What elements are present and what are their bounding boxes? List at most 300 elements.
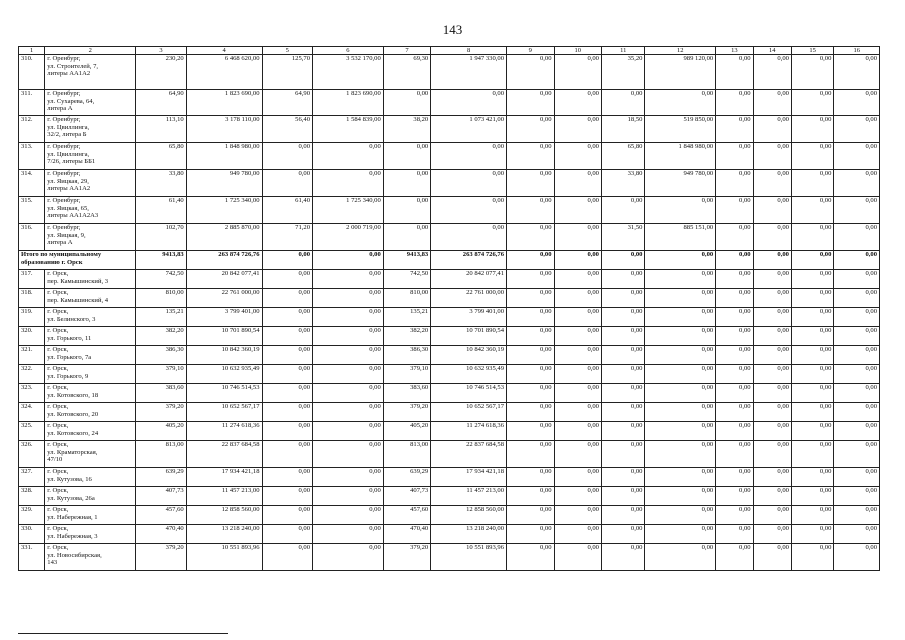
value-cell: 0,00 (554, 441, 601, 468)
value-cell: 65,80 (601, 143, 644, 170)
address-cell: г. Орск, ул. Краматорская, 47/10 (45, 441, 136, 468)
value-cell: 0,00 (554, 327, 601, 346)
value-cell: 0,00 (262, 544, 313, 571)
value-cell: 383,60 (383, 384, 430, 403)
value-cell: 0,00 (554, 55, 601, 90)
value-cell: 0,00 (791, 544, 833, 571)
value-cell: 17 934 421,18 (431, 468, 507, 487)
address-cell: г. Орск, ул. Котовского, 18 (45, 384, 136, 403)
total-value-cell: 9413,83 (383, 251, 430, 270)
value-cell: 0,00 (383, 170, 430, 197)
value-cell: 885 151,00 (645, 224, 716, 251)
value-cell: 1 725 340,00 (186, 197, 262, 224)
row-number: 329. (19, 506, 45, 525)
table-row (19, 224, 880, 251)
value-cell: 0,00 (834, 90, 880, 116)
value-cell: 20 842 077,41 (431, 270, 507, 289)
row-number: 319. (19, 308, 45, 327)
row-number: 317. (19, 270, 45, 289)
total-label: Итого по муниципальному образованию г. Орск (19, 251, 136, 270)
row-number: 310. (19, 55, 45, 90)
value-cell: 0,00 (601, 384, 644, 403)
total-value-cell: 0,00 (834, 251, 880, 270)
row-number: 320. (19, 327, 45, 346)
value-cell: 0,00 (753, 403, 791, 422)
value-cell: 386,30 (383, 346, 430, 365)
row-number: 314. (19, 170, 45, 197)
value-cell: 949 780,00 (645, 170, 716, 197)
value-cell: 35,20 (601, 55, 644, 90)
value-cell: 56,40 (262, 116, 313, 143)
value-cell: 0,00 (753, 346, 791, 365)
value-cell: 0,00 (554, 170, 601, 197)
value-cell: 11 274 618,36 (186, 422, 262, 441)
value-cell: 22 837 684,58 (186, 441, 262, 468)
value-cell: 3 532 170,00 (313, 55, 384, 90)
value-cell: 0,00 (716, 441, 753, 468)
value-cell: 379,10 (383, 365, 430, 384)
table-row (19, 384, 880, 403)
value-cell: 989 120,00 (645, 55, 716, 90)
value-cell: 0,00 (791, 468, 833, 487)
value-cell: 405,20 (136, 422, 187, 441)
value-cell: 113,10 (136, 116, 187, 143)
value-cell: 64,90 (262, 90, 313, 116)
value-cell: 0,00 (753, 506, 791, 525)
value-cell: 0,00 (262, 327, 313, 346)
row-number: 328. (19, 487, 45, 506)
value-cell: 0,00 (753, 422, 791, 441)
row-number: 311. (19, 90, 45, 116)
value-cell: 0,00 (791, 403, 833, 422)
row-number: 313. (19, 143, 45, 170)
value-cell: 0,00 (383, 90, 430, 116)
value-cell: 102,70 (136, 224, 187, 251)
value-cell: 742,50 (383, 270, 430, 289)
value-cell: 33,80 (601, 170, 644, 197)
value-cell: 0,00 (645, 506, 716, 525)
total-value-cell: 0,00 (554, 251, 601, 270)
value-cell: 0,00 (753, 544, 791, 571)
value-cell: 0,00 (834, 384, 880, 403)
total-value-cell: 0,00 (313, 251, 384, 270)
value-cell: 0,00 (554, 197, 601, 224)
value-cell: 1 584 839,00 (313, 116, 384, 143)
total-value-cell: 0,00 (507, 251, 554, 270)
value-cell: 0,00 (507, 116, 554, 143)
value-cell: 0,00 (791, 506, 833, 525)
value-cell: 0,00 (834, 346, 880, 365)
table-row (19, 197, 880, 224)
value-cell: 0,00 (313, 487, 384, 506)
value-cell: 0,00 (753, 170, 791, 197)
value-cell: 0,00 (507, 468, 554, 487)
row-number: 327. (19, 468, 45, 487)
value-cell: 0,00 (716, 403, 753, 422)
value-cell: 0,00 (262, 506, 313, 525)
value-cell: 0,00 (601, 422, 644, 441)
value-cell: 135,21 (136, 308, 187, 327)
value-cell: 0,00 (601, 327, 644, 346)
row-number: 321. (19, 346, 45, 365)
value-cell: 0,00 (753, 365, 791, 384)
value-cell: 0,00 (645, 468, 716, 487)
table-row (19, 525, 880, 544)
value-cell: 0,00 (313, 525, 384, 544)
value-cell: 0,00 (554, 468, 601, 487)
table-row (19, 90, 880, 116)
value-cell: 0,00 (507, 270, 554, 289)
value-cell: 0,00 (262, 346, 313, 365)
table-row (19, 116, 880, 143)
value-cell: 0,00 (716, 327, 753, 346)
value-cell: 0,00 (313, 170, 384, 197)
value-cell: 382,20 (136, 327, 187, 346)
value-cell: 65,80 (136, 143, 187, 170)
value-cell: 0,00 (834, 403, 880, 422)
value-cell: 0,00 (645, 403, 716, 422)
value-cell: 0,00 (716, 270, 753, 289)
value-cell: 0,00 (791, 308, 833, 327)
column-number-row (19, 47, 880, 55)
value-cell: 0,00 (645, 90, 716, 116)
value-cell: 379,20 (136, 403, 187, 422)
column-number: 8 (431, 47, 507, 55)
value-cell: 0,00 (313, 270, 384, 289)
value-cell: 519 850,00 (645, 116, 716, 143)
value-cell: 0,00 (262, 170, 313, 197)
value-cell: 382,20 (383, 327, 430, 346)
value-cell: 10 842 360,19 (186, 346, 262, 365)
value-cell: 0,00 (753, 224, 791, 251)
value-cell: 1 823 690,00 (186, 90, 262, 116)
table-row (19, 327, 880, 346)
page-number: 143 (442, 22, 463, 37)
value-cell: 639,29 (383, 468, 430, 487)
value-cell: 0,00 (645, 544, 716, 571)
column-number: 3 (136, 47, 187, 55)
value-cell: 0,00 (507, 143, 554, 170)
value-cell: 0,00 (507, 525, 554, 544)
column-number: 11 (601, 47, 644, 55)
column-number: 4 (186, 47, 262, 55)
value-cell: 0,00 (716, 289, 753, 308)
value-cell: 0,00 (507, 327, 554, 346)
value-cell: 0,00 (834, 487, 880, 506)
value-cell: 0,00 (645, 197, 716, 224)
value-cell: 10 652 567,17 (431, 403, 507, 422)
address-cell: г. Оренбург, ул. Цвиллинга, 7/26, литеры ББ1 (45, 143, 136, 170)
value-cell: 0,00 (262, 365, 313, 384)
value-cell: 0,00 (313, 308, 384, 327)
value-cell: 383,60 (136, 384, 187, 403)
value-cell: 0,00 (431, 224, 507, 251)
value-cell: 18,50 (601, 116, 644, 143)
table-row (19, 346, 880, 365)
value-cell: 0,00 (791, 270, 833, 289)
value-cell: 0,00 (834, 365, 880, 384)
value-cell: 0,00 (313, 422, 384, 441)
value-cell: 0,00 (834, 170, 880, 197)
value-cell: 0,00 (313, 468, 384, 487)
value-cell: 0,00 (601, 365, 644, 384)
value-cell: 379,20 (136, 544, 187, 571)
value-cell: 0,00 (791, 116, 833, 143)
value-cell: 22 837 684,58 (431, 441, 507, 468)
column-number: 12 (645, 47, 716, 55)
value-cell: 0,00 (791, 224, 833, 251)
value-cell: 0,00 (507, 90, 554, 116)
value-cell: 13 218 240,00 (431, 525, 507, 544)
address-cell: г. Орск, ул. Набережная, 1 (45, 506, 136, 525)
value-cell: 0,00 (507, 170, 554, 197)
value-cell: 71,20 (262, 224, 313, 251)
column-number: 9 (507, 47, 554, 55)
value-cell: 69,30 (383, 55, 430, 90)
value-cell: 0,00 (601, 90, 644, 116)
value-cell: 10 551 893,96 (186, 544, 262, 571)
row-number: 323. (19, 384, 45, 403)
value-cell: 0,00 (753, 55, 791, 90)
value-cell: 0,00 (834, 197, 880, 224)
value-cell: 0,00 (554, 116, 601, 143)
value-cell: 0,00 (431, 170, 507, 197)
value-cell: 0,00 (554, 525, 601, 544)
value-cell: 0,00 (791, 384, 833, 403)
value-cell: 0,00 (262, 525, 313, 544)
value-cell: 0,00 (753, 289, 791, 308)
value-cell: 10 632 935,49 (431, 365, 507, 384)
table-row (19, 143, 880, 170)
value-cell: 1 848 980,00 (186, 143, 262, 170)
value-cell: 0,00 (313, 346, 384, 365)
address-cell: г. Орск, ул. Горького, 9 (45, 365, 136, 384)
value-cell: 0,00 (507, 506, 554, 525)
value-cell: 0,00 (753, 384, 791, 403)
value-cell: 0,00 (313, 365, 384, 384)
value-cell: 407,73 (136, 487, 187, 506)
value-cell: 0,00 (554, 544, 601, 571)
value-cell: 0,00 (554, 289, 601, 308)
value-cell: 949 780,00 (186, 170, 262, 197)
value-cell: 17 934 421,18 (186, 468, 262, 487)
value-cell: 0,00 (262, 403, 313, 422)
value-cell: 0,00 (716, 487, 753, 506)
value-cell: 0,00 (262, 422, 313, 441)
value-cell: 0,00 (791, 525, 833, 544)
table-row (19, 544, 880, 571)
address-cell: г. Орск, ул. Котовского, 20 (45, 403, 136, 422)
value-cell: 0,00 (753, 116, 791, 143)
value-cell: 10 701 890,54 (186, 327, 262, 346)
value-cell: 0,00 (834, 289, 880, 308)
address-cell: г. Орск, ул. Горького, 11 (45, 327, 136, 346)
value-cell: 0,00 (601, 403, 644, 422)
address-cell: г. Оренбург, ул. Яицкая, 29, литеры АА1А2 (45, 170, 136, 197)
value-cell: 0,00 (834, 525, 880, 544)
value-cell: 0,00 (645, 308, 716, 327)
value-cell: 0,00 (313, 544, 384, 571)
value-cell: 0,00 (601, 525, 644, 544)
value-cell: 742,50 (136, 270, 187, 289)
value-cell: 0,00 (601, 197, 644, 224)
value-cell: 0,00 (834, 422, 880, 441)
value-cell: 0,00 (601, 544, 644, 571)
table-row (19, 487, 880, 506)
value-cell: 0,00 (431, 197, 507, 224)
address-cell: г. Орск, ул. Горького, 7а (45, 346, 136, 365)
total-value-cell: 0,00 (716, 251, 753, 270)
address-cell: г. Оренбург, ул. Яицкая, 65, литеры АА1А2А3 (45, 197, 136, 224)
value-cell: 0,00 (554, 384, 601, 403)
total-value-cell: 0,00 (645, 251, 716, 270)
value-cell: 0,00 (262, 270, 313, 289)
value-cell: 0,00 (834, 270, 880, 289)
row-number: 318. (19, 289, 45, 308)
value-cell: 0,00 (262, 143, 313, 170)
value-cell: 0,00 (753, 308, 791, 327)
value-cell: 10 842 360,19 (431, 346, 507, 365)
value-cell: 0,00 (716, 55, 753, 90)
value-cell: 0,00 (834, 224, 880, 251)
value-cell: 0,00 (507, 384, 554, 403)
value-cell: 813,00 (136, 441, 187, 468)
value-cell: 0,00 (554, 422, 601, 441)
value-cell: 0,00 (791, 327, 833, 346)
value-cell: 10 551 893,96 (431, 544, 507, 571)
value-cell: 0,00 (601, 487, 644, 506)
value-cell: 125,70 (262, 55, 313, 90)
address-cell: г. Оренбург, ул. Сухарева, 64, литера А (45, 90, 136, 116)
value-cell: 11 457 213,00 (431, 487, 507, 506)
value-cell: 0,00 (716, 170, 753, 197)
value-cell: 0,00 (507, 544, 554, 571)
value-cell: 0,00 (554, 308, 601, 327)
row-number: 330. (19, 525, 45, 544)
value-cell: 0,00 (507, 487, 554, 506)
value-cell: 0,00 (645, 270, 716, 289)
value-cell: 2 885 870,00 (186, 224, 262, 251)
value-cell: 0,00 (645, 384, 716, 403)
value-cell: 20 842 077,41 (186, 270, 262, 289)
row-number: 331. (19, 544, 45, 571)
value-cell: 10 701 890,54 (431, 327, 507, 346)
value-cell: 0,00 (507, 197, 554, 224)
value-cell: 12 858 560,00 (186, 506, 262, 525)
value-cell: 0,00 (791, 422, 833, 441)
value-cell: 0,00 (753, 441, 791, 468)
value-cell: 0,00 (507, 55, 554, 90)
value-cell: 11 457 213,00 (186, 487, 262, 506)
value-cell: 379,10 (136, 365, 187, 384)
value-cell: 457,60 (383, 506, 430, 525)
value-cell: 1 848 980,00 (645, 143, 716, 170)
value-cell: 0,00 (262, 468, 313, 487)
value-cell: 0,00 (834, 506, 880, 525)
total-value-cell: 263 874 726,76 (186, 251, 262, 270)
value-cell: 0,00 (716, 308, 753, 327)
value-cell: 0,00 (383, 143, 430, 170)
total-value-cell: 9413,83 (136, 251, 187, 270)
total-value-cell: 0,00 (753, 251, 791, 270)
value-cell: 0,00 (507, 346, 554, 365)
column-number: 16 (834, 47, 880, 55)
value-cell: 470,40 (136, 525, 187, 544)
value-cell: 0,00 (753, 143, 791, 170)
row-number: 322. (19, 365, 45, 384)
value-cell: 0,00 (645, 346, 716, 365)
table-row (19, 403, 880, 422)
value-cell: 10 652 567,17 (186, 403, 262, 422)
value-cell: 0,00 (554, 90, 601, 116)
value-cell: 0,00 (601, 506, 644, 525)
table-row (19, 270, 880, 289)
value-cell: 639,29 (136, 468, 187, 487)
table-row (19, 468, 880, 487)
value-cell: 0,00 (601, 441, 644, 468)
value-cell: 0,00 (554, 143, 601, 170)
value-cell: 0,00 (554, 365, 601, 384)
value-cell: 0,00 (507, 308, 554, 327)
value-cell: 12 858 560,00 (431, 506, 507, 525)
value-cell: 0,00 (753, 525, 791, 544)
value-cell: 405,20 (383, 422, 430, 441)
value-cell: 0,00 (791, 441, 833, 468)
value-cell: 0,00 (753, 327, 791, 346)
value-cell: 0,00 (313, 289, 384, 308)
value-cell: 0,00 (834, 143, 880, 170)
value-cell: 0,00 (262, 308, 313, 327)
value-cell: 0,00 (601, 346, 644, 365)
value-cell: 22 761 000,00 (186, 289, 262, 308)
value-cell: 0,00 (262, 487, 313, 506)
value-cell: 3 799 401,00 (186, 308, 262, 327)
value-cell: 0,00 (645, 487, 716, 506)
value-cell: 0,00 (554, 506, 601, 525)
row-number: 326. (19, 441, 45, 468)
column-number: 13 (716, 47, 753, 55)
value-cell: 379,20 (383, 544, 430, 571)
value-cell: 0,00 (753, 197, 791, 224)
value-cell: 0,00 (791, 170, 833, 197)
column-number: 5 (262, 47, 313, 55)
value-cell: 0,00 (753, 468, 791, 487)
value-cell: 0,00 (262, 441, 313, 468)
value-cell: 457,60 (136, 506, 187, 525)
value-cell: 0,00 (791, 55, 833, 90)
value-cell: 810,00 (383, 289, 430, 308)
table-row (19, 422, 880, 441)
value-cell: 0,00 (716, 346, 753, 365)
value-cell: 0,00 (313, 327, 384, 346)
column-number: 2 (45, 47, 136, 55)
row-number: 315. (19, 197, 45, 224)
address-cell: г. Орск, пер. Камышинский, 3 (45, 270, 136, 289)
table-row (19, 55, 880, 90)
value-cell: 0,00 (262, 289, 313, 308)
value-cell: 0,00 (834, 327, 880, 346)
address-cell: г. Орск, пер. Камышинский, 4 (45, 289, 136, 308)
address-cell: г. Орск, ул. Новосибирская, 143 (45, 544, 136, 571)
value-cell: 0,00 (383, 197, 430, 224)
value-cell: 379,20 (383, 403, 430, 422)
address-cell: г. Оренбург, ул. Яицкая, 9, литера А (45, 224, 136, 251)
total-value-cell: 0,00 (262, 251, 313, 270)
value-cell: 11 274 618,36 (431, 422, 507, 441)
value-cell: 407,73 (383, 487, 430, 506)
value-cell: 0,00 (716, 224, 753, 251)
value-cell: 135,21 (383, 308, 430, 327)
